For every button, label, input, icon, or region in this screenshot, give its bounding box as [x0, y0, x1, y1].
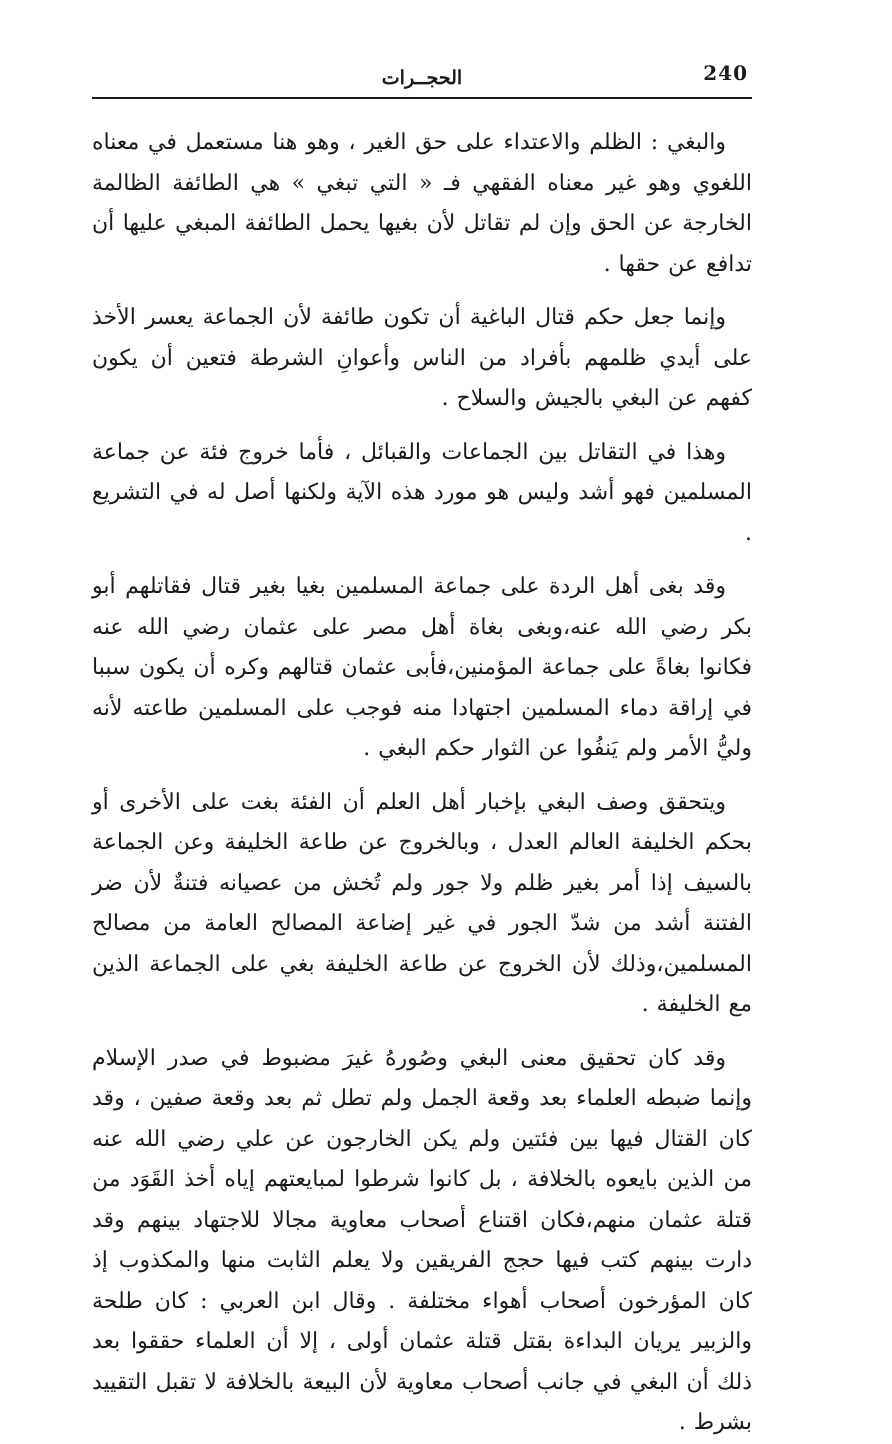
page-number: 240: [703, 61, 748, 85]
paragraph: وإنما جعل حكم قتال الباغية أن تكون طائفة لأن الجماعة يعسر الأخذ على أيدي ظلمهم بأفراد من الناس وأعوانِ الشرطة فتعين أن يكون كفهم عن البغي بالجيش والسلاح .: [92, 305, 752, 411]
page-header: [92, 55, 752, 99]
paragraph: وهذا في التقاتل بين الجماعات والقبائل ، فأما خروج فئة عن جماعة المسلمين فهو أشد وليس هو مورد هذه الآية ولكنها أصل له في التشريع .: [92, 439, 752, 546]
paragraph: والبغي : الظلم والاعتداء على حق الغير ، وهو هنا مستعمل في معناه اللغوي وهو غير معناه الفقهي فـ « التي تبغي » هي الطائفة الظالمة الخارجة عن الحق وإن لم تقاتل لأن بغيها يحمل الطائفة المبغي عليها أن تدافع عن حقها .: [92, 130, 752, 277]
paragraph: وقد كان تحقيق معنى البغي وصُورهُ غيرَ مضبوط في صدر الإسلام وإنما ضبطه العلماء بعد وقعة الجمل ولم تطل ثم بعد وقعة صفين ، وقد كان القتال فيها بين فئتين ولم يكن الخارجون عن علي رضي الله عنه من الذين بايعوه بالخلافة ، بل كانوا شرطوا لمبايعتهم إياه أخذ القَوَد من قتلة عثمان منهم،فكان اقتناع أصحاب معاوية مجالا للاجتهاد بينهم وقد دارت بينهم كتب فيها حجج الفريقين ولا يعلم الثابت منها والمكذوب إذ كان المؤرخون أصحاب أهواء مختلفة . وقال ابن العربي : كان طلحة والزبير يريان البداءة بقتل قتلة عثمان أولى ، إلا أن العلماء حققوا بعد ذلك أن البغي في جانب أصحاب معاوية لأن البيعة بالخلافة لا تقبل التقييد بشرط .: [92, 1045, 752, 1435]
body-text: [92, 123, 752, 1444]
running-title: الحجــرات: [381, 67, 463, 89]
book-page: [92, 55, 752, 1435]
paragraph: ويتحقق وصف البغي بإخبار أهل العلم أن الفئة بغت على الأخرى أو بحكم الخليفة العالم العدل ، وبالخروج عن طاعة الخليفة وعن الجماعة بالسيف إذا أمر بغير ظلم ولا جور ولم تُخش من عصيانه فتنةٌ لأن ضر الفتنة أشد من شدّ الجور في غير إضاعة المصالح العامة من مصالح المسلمين،وذلك لأن الخروج عن طاعة الخليفة بغي على الجماعة الذين مع الخليفة .: [92, 789, 752, 1017]
paragraph: وقد بغى أهل الردة على جماعة المسلمين بغيا بغير قتال فقاتلهم أبو بكر رضي الله عنه،وبغى بغاة أهل مصر على عثمان رضي الله عنه فكانوا بغاةً على جماعة المؤمنين،فأبى عثمان قتالهم وكره أن يكون سببا في إراقة دماء المسلمين اجتهادا منه فوجب على المسلمين طاعته لأنه وليُّ الأمر ولم يَنفُوا عن الثوار حكم البغي .: [92, 574, 752, 761]
